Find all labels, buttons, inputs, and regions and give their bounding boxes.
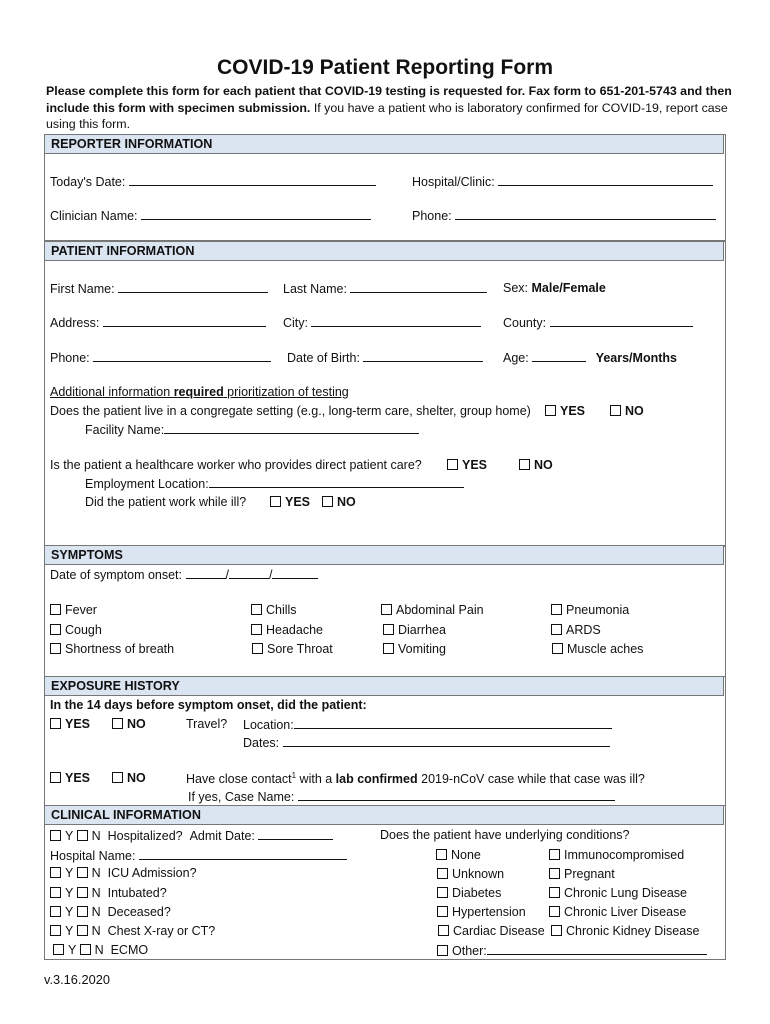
city-field[interactable]: City: bbox=[283, 315, 481, 331]
conditions-question: Does the patient have underlying conditions? bbox=[380, 828, 630, 842]
xray-field[interactable]: Y N Chest X-ray or CT? bbox=[50, 924, 215, 939]
intubated-field[interactable]: Y N Intubated? bbox=[50, 886, 167, 901]
condition-chronic-kidney[interactable]: Chronic Kidney Disease bbox=[551, 924, 699, 939]
checkbox-icon bbox=[80, 944, 91, 955]
version-label: v.3.16.2020 bbox=[44, 972, 110, 987]
checkbox-icon bbox=[322, 496, 333, 507]
case-name-field[interactable]: If yes, Case Name: bbox=[188, 789, 615, 805]
first-name-field[interactable]: First Name: bbox=[50, 281, 268, 297]
checkbox-icon bbox=[77, 867, 88, 878]
hcw-question: Is the patient a healthcare worker who provides direct patient care? bbox=[50, 458, 422, 472]
condition-unknown[interactable]: Unknown bbox=[437, 867, 504, 882]
checkbox-icon bbox=[251, 604, 262, 615]
checkbox-icon bbox=[610, 405, 621, 416]
checkbox-icon bbox=[383, 624, 394, 635]
checkbox-icon bbox=[519, 459, 530, 470]
hospital-clinic-field[interactable]: Hospital/Clinic: bbox=[412, 174, 713, 190]
form-title: COVID-19 Patient Reporting Form bbox=[216, 56, 554, 79]
checkbox-icon bbox=[551, 925, 562, 936]
checkbox-icon bbox=[549, 849, 560, 860]
symptom-cough[interactable]: Cough bbox=[50, 623, 102, 638]
reporter-heading: REPORTER INFORMATION bbox=[44, 134, 724, 154]
checkbox-icon bbox=[381, 604, 392, 615]
symptom-chills[interactable]: Chills bbox=[251, 603, 297, 618]
hospitalized-field[interactable]: Y N Hospitalized? Admit Date: bbox=[50, 828, 333, 844]
checkbox-icon bbox=[252, 643, 263, 654]
patient-phone-field[interactable]: Phone: bbox=[50, 350, 271, 366]
clinician-name-field[interactable]: Clinician Name: bbox=[50, 208, 371, 224]
checkbox-icon bbox=[50, 643, 61, 654]
checkbox-icon bbox=[251, 624, 262, 635]
checkbox-icon bbox=[50, 830, 61, 841]
condition-pregnant[interactable]: Pregnant bbox=[549, 867, 615, 882]
sex-field[interactable]: Sex: Male/Female bbox=[503, 281, 606, 295]
symptom-diarrhea[interactable]: Diarrhea bbox=[383, 623, 446, 638]
symptom-headache[interactable]: Headache bbox=[251, 623, 323, 638]
condition-immunocompromised[interactable]: Immunocompromised bbox=[549, 848, 684, 863]
address-field[interactable]: Address: bbox=[50, 315, 266, 331]
checkbox-icon bbox=[77, 887, 88, 898]
symptom-sore-throat[interactable]: Sore Throat bbox=[252, 642, 333, 657]
condition-chronic-liver[interactable]: Chronic Liver Disease bbox=[549, 905, 686, 920]
checkbox-icon bbox=[549, 868, 560, 879]
checkbox-icon bbox=[437, 945, 448, 956]
hcw-yes[interactable]: YES bbox=[447, 458, 487, 473]
symptom-abdominal-pain[interactable]: Abdominal Pain bbox=[381, 603, 484, 618]
checkbox-icon bbox=[552, 643, 563, 654]
checkbox-icon bbox=[77, 830, 88, 841]
checkbox-icon bbox=[437, 868, 448, 879]
employment-location-field[interactable]: Employment Location: bbox=[85, 476, 464, 492]
symptom-pneumonia[interactable]: Pneumonia bbox=[551, 603, 629, 618]
last-name-field[interactable]: Last Name: bbox=[283, 281, 487, 297]
symptom-ards[interactable]: ARDS bbox=[551, 623, 601, 638]
contact-question: Have close contact$^1$ with a lab confirmed 2019-nCoV case while that case was ill? bbox=[186, 771, 645, 787]
checkbox-icon bbox=[112, 772, 123, 783]
additional-info-heading: Additional information required prioritization of testing bbox=[50, 385, 349, 399]
contact-yes[interactable]: YES bbox=[50, 771, 90, 786]
facility-name-field[interactable]: Facility Name: bbox=[85, 422, 419, 438]
checkbox-icon bbox=[50, 624, 61, 635]
travel-dates-field[interactable]: Dates: bbox=[243, 735, 610, 751]
checkbox-icon bbox=[77, 906, 88, 917]
work-ill-no[interactable]: NO bbox=[322, 495, 356, 510]
exposure-heading: EXPOSURE HISTORY bbox=[44, 676, 724, 696]
symptom-fever[interactable]: Fever bbox=[50, 603, 97, 618]
work-ill-question: Did the patient work while ill? bbox=[85, 495, 247, 509]
checkbox-icon bbox=[50, 867, 61, 878]
condition-diabetes[interactable]: Diabetes bbox=[437, 886, 501, 901]
hospital-name-field[interactable]: Hospital Name: bbox=[50, 848, 347, 864]
congregate-question: Does the patient live in a congregate setting (e.g., long-term care, shelter, group home) bbox=[50, 404, 531, 418]
checkbox-icon bbox=[112, 718, 123, 729]
symptom-onset-field[interactable]: Date of symptom onset: / / bbox=[50, 567, 318, 583]
checkbox-icon bbox=[50, 906, 61, 917]
checkbox-icon bbox=[551, 624, 562, 635]
checkbox-icon bbox=[383, 643, 394, 654]
congregate-yes[interactable]: YES bbox=[545, 404, 585, 419]
contact-no[interactable]: NO bbox=[112, 771, 146, 786]
congregate-no[interactable]: NO bbox=[610, 404, 644, 419]
symptoms-heading: SYMPTOMS bbox=[44, 545, 724, 565]
checkbox-icon bbox=[53, 944, 64, 955]
checkbox-icon bbox=[549, 887, 560, 898]
exposure-question: In the 14 days before symptom onset, did the patient: bbox=[50, 698, 367, 712]
icu-field[interactable]: Y N ICU Admission? bbox=[50, 866, 197, 881]
checkbox-icon bbox=[270, 496, 281, 507]
work-ill-yes[interactable]: YES bbox=[270, 495, 310, 510]
checkbox-icon bbox=[50, 718, 61, 729]
checkbox-icon bbox=[50, 772, 61, 783]
hcw-no[interactable]: NO bbox=[519, 458, 553, 473]
checkbox-icon bbox=[436, 849, 447, 860]
deceased-field[interactable]: Y N Deceased? bbox=[50, 905, 171, 920]
symptom-muscle-aches[interactable]: Muscle aches bbox=[552, 642, 643, 657]
condition-cardiac[interactable]: Cardiac Disease bbox=[438, 924, 545, 939]
condition-hypertension[interactable]: Hypertension bbox=[437, 905, 526, 920]
travel-label: Travel? bbox=[186, 717, 228, 731]
reporter-phone-field[interactable]: Phone: bbox=[412, 208, 716, 224]
travel-no[interactable]: NO bbox=[112, 717, 146, 732]
checkbox-icon bbox=[438, 925, 449, 936]
checkbox-icon bbox=[447, 459, 458, 470]
travel-yes[interactable]: YES bbox=[50, 717, 90, 732]
clinical-heading: CLINICAL INFORMATION bbox=[44, 805, 724, 825]
dob-field[interactable]: Date of Birth: bbox=[287, 350, 483, 366]
age-field[interactable]: Age: Years/Months bbox=[503, 351, 677, 365]
county-field[interactable]: County: bbox=[503, 315, 693, 331]
todays-date-field[interactable]: Today's Date: bbox=[50, 174, 376, 190]
symptom-shortness-of-breath[interactable]: Shortness of breath bbox=[50, 642, 174, 657]
checkbox-icon bbox=[77, 925, 88, 936]
symptom-vomiting[interactable]: Vomiting bbox=[383, 642, 446, 657]
patient-heading: PATIENT INFORMATION bbox=[44, 241, 724, 261]
condition-other[interactable]: Other: bbox=[437, 943, 707, 959]
checkbox-icon bbox=[549, 906, 560, 917]
checkbox-icon bbox=[50, 604, 61, 615]
intro-text: Please complete this form for each patient that COVID-19 testing is requested for. Fax form to 651-201-5743 and then include this form with specimen submission. If you have a patient who is laboratory confirmed for COVID-19, report case using this form. bbox=[46, 84, 732, 132]
condition-chronic-lung[interactable]: Chronic Lung Disease bbox=[549, 886, 687, 901]
checkbox-icon bbox=[50, 887, 61, 898]
checkbox-icon bbox=[437, 887, 448, 898]
checkbox-icon bbox=[437, 906, 448, 917]
checkbox-icon bbox=[545, 405, 556, 416]
ecmo-field[interactable]: Y N ECMO bbox=[53, 943, 148, 958]
condition-none[interactable]: None bbox=[436, 848, 481, 863]
travel-location-field[interactable]: Location: bbox=[243, 717, 612, 733]
checkbox-icon bbox=[551, 604, 562, 615]
checkbox-icon bbox=[50, 925, 61, 936]
